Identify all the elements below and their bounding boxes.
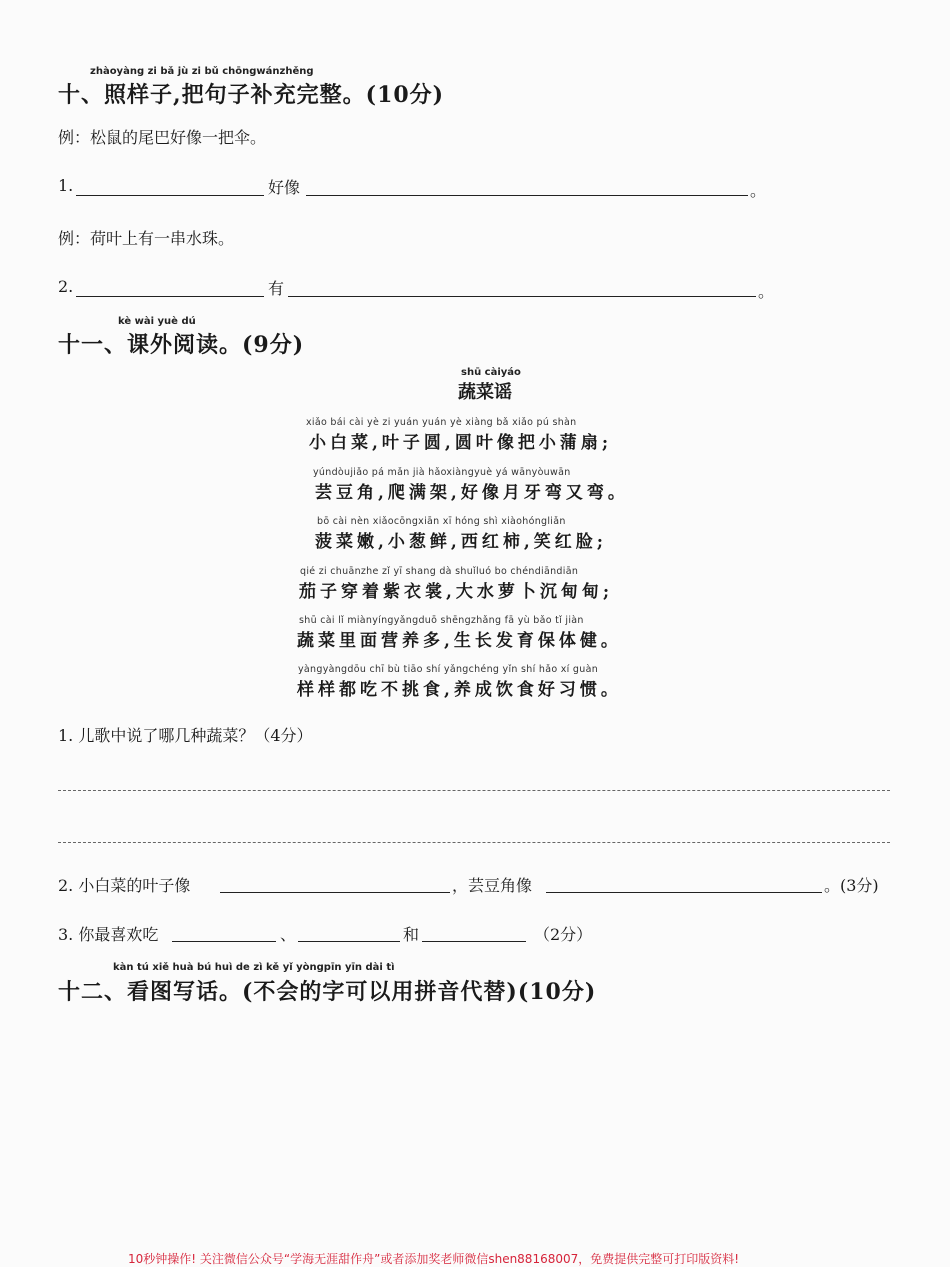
reading-q2-blank-1[interactable] bbox=[220, 892, 450, 893]
poem-line-5-pinyin: shū cài lǐ miànyíngyǎngduō shēngzhǎng fā yù bǎo tǐ jiàn bbox=[299, 615, 584, 626]
poem-line-6: 样样都吃不挑食,养成饮食好习惯。 bbox=[297, 680, 622, 700]
q2-number: 2. bbox=[58, 277, 74, 296]
q1-blank-1[interactable] bbox=[76, 195, 264, 196]
poem-title-pinyin: shū càiyáo bbox=[461, 367, 521, 378]
poem-line-1-pinyin: xiǎo bái cài yè zi yuán yuán yè xiàng bǎ xiǎo pú shàn bbox=[306, 417, 577, 428]
reading-q3-separator: 、 bbox=[280, 925, 297, 944]
footer-promo: 10秒钟操作! 关注微信公众号“学海无涯甜作舟”或者添加奖老师微信shen88168007，免费提供完整可打印版资料! bbox=[128, 1252, 740, 1266]
q2-period: 。 bbox=[758, 282, 775, 301]
section10-example1: 例：松鼠的尾巴好像一把伞。 bbox=[58, 128, 267, 147]
reading-q3-and: 和 bbox=[403, 925, 420, 944]
poem-line-4: 茄子穿着紫衣裳,大水萝卜沉甸甸; bbox=[299, 582, 614, 602]
poem-line-5: 蔬菜里面营养多,生长发育保体健。 bbox=[297, 631, 622, 651]
q1-period: 。 bbox=[750, 181, 767, 200]
section10-pinyin: zhàoyàng zi bǎ jù zi bǔ chōngwánzhěng bbox=[90, 66, 314, 77]
q1-blank-2[interactable] bbox=[306, 195, 748, 196]
reading-q3-prefix: 3. 你最喜欢吃 bbox=[58, 925, 159, 944]
poem-line-6-pinyin: yàngyàngdōu chī bù tiāo shí yǎngchéng yǐn shí hǎo xí guàn bbox=[298, 664, 599, 675]
q2-middle-text: 有 bbox=[268, 279, 285, 298]
poem-title: 蔬菜谣 bbox=[458, 382, 512, 403]
poem-line-2: 芸豆角,爬满架,好像月牙弯又弯。 bbox=[315, 483, 629, 503]
reading-q2-blank-2[interactable] bbox=[546, 892, 822, 893]
q1-middle-text: 好像 bbox=[268, 178, 301, 197]
answer-line-1[interactable] bbox=[58, 790, 890, 791]
q2-blank-2[interactable] bbox=[288, 296, 756, 297]
reading-q3-suffix: （2分） bbox=[534, 925, 593, 944]
section12-pinyin: kàn tú xiě huà bú huì de zì kě yǐ yòngpīn yīn dài tì bbox=[113, 962, 395, 973]
poem-line-3-pinyin: bō cài nèn xiǎocōngxiān xī hóng shì xiàohóngliǎn bbox=[317, 516, 566, 527]
poem-line-4-pinyin: qié zi chuānzhe zǐ yī shang dà shuǐluó bo chéndiāndiān bbox=[300, 566, 579, 577]
reading-q2-middle: ，芸豆角像 bbox=[452, 876, 533, 895]
q2-blank-1[interactable] bbox=[76, 296, 264, 297]
poem-line-3: 菠菜嫩,小葱鲜,西红柿,笑红脸; bbox=[315, 532, 608, 552]
reading-q2-prefix: 2. 小白菜的叶子像 bbox=[58, 876, 191, 895]
section11-pinyin: kè wài yuè dú bbox=[118, 316, 196, 327]
poem-line-2-pinyin: yúndòujiǎo pá mǎn jià hǎoxiàngyuè yá wānyòuwān bbox=[313, 467, 571, 478]
reading-q3-blank-1[interactable] bbox=[172, 941, 276, 942]
section11-heading: 十一、课外阅读。(9分) bbox=[58, 332, 305, 358]
reading-q1: 1. 儿歌中说了哪几种蔬菜？（4分） bbox=[58, 726, 313, 745]
reading-q3-blank-2[interactable] bbox=[298, 941, 400, 942]
section12-heading: 十二、看图写话。(不会的字可以用拼音代替)(10分) bbox=[58, 979, 597, 1005]
answer-line-2[interactable] bbox=[58, 842, 890, 843]
q1-number: 1. bbox=[58, 176, 74, 195]
reading-q2-suffix: 。(3分) bbox=[824, 876, 879, 895]
section10-example2: 例：荷叶上有一串水珠。 bbox=[58, 229, 235, 248]
section10-heading: 十、照样子,把句子补充完整。(10分) bbox=[58, 82, 445, 108]
reading-q3-blank-3[interactable] bbox=[422, 941, 526, 942]
poem-line-1: 小白菜,叶子圆,圆叶像把小蒲扇; bbox=[309, 433, 613, 453]
